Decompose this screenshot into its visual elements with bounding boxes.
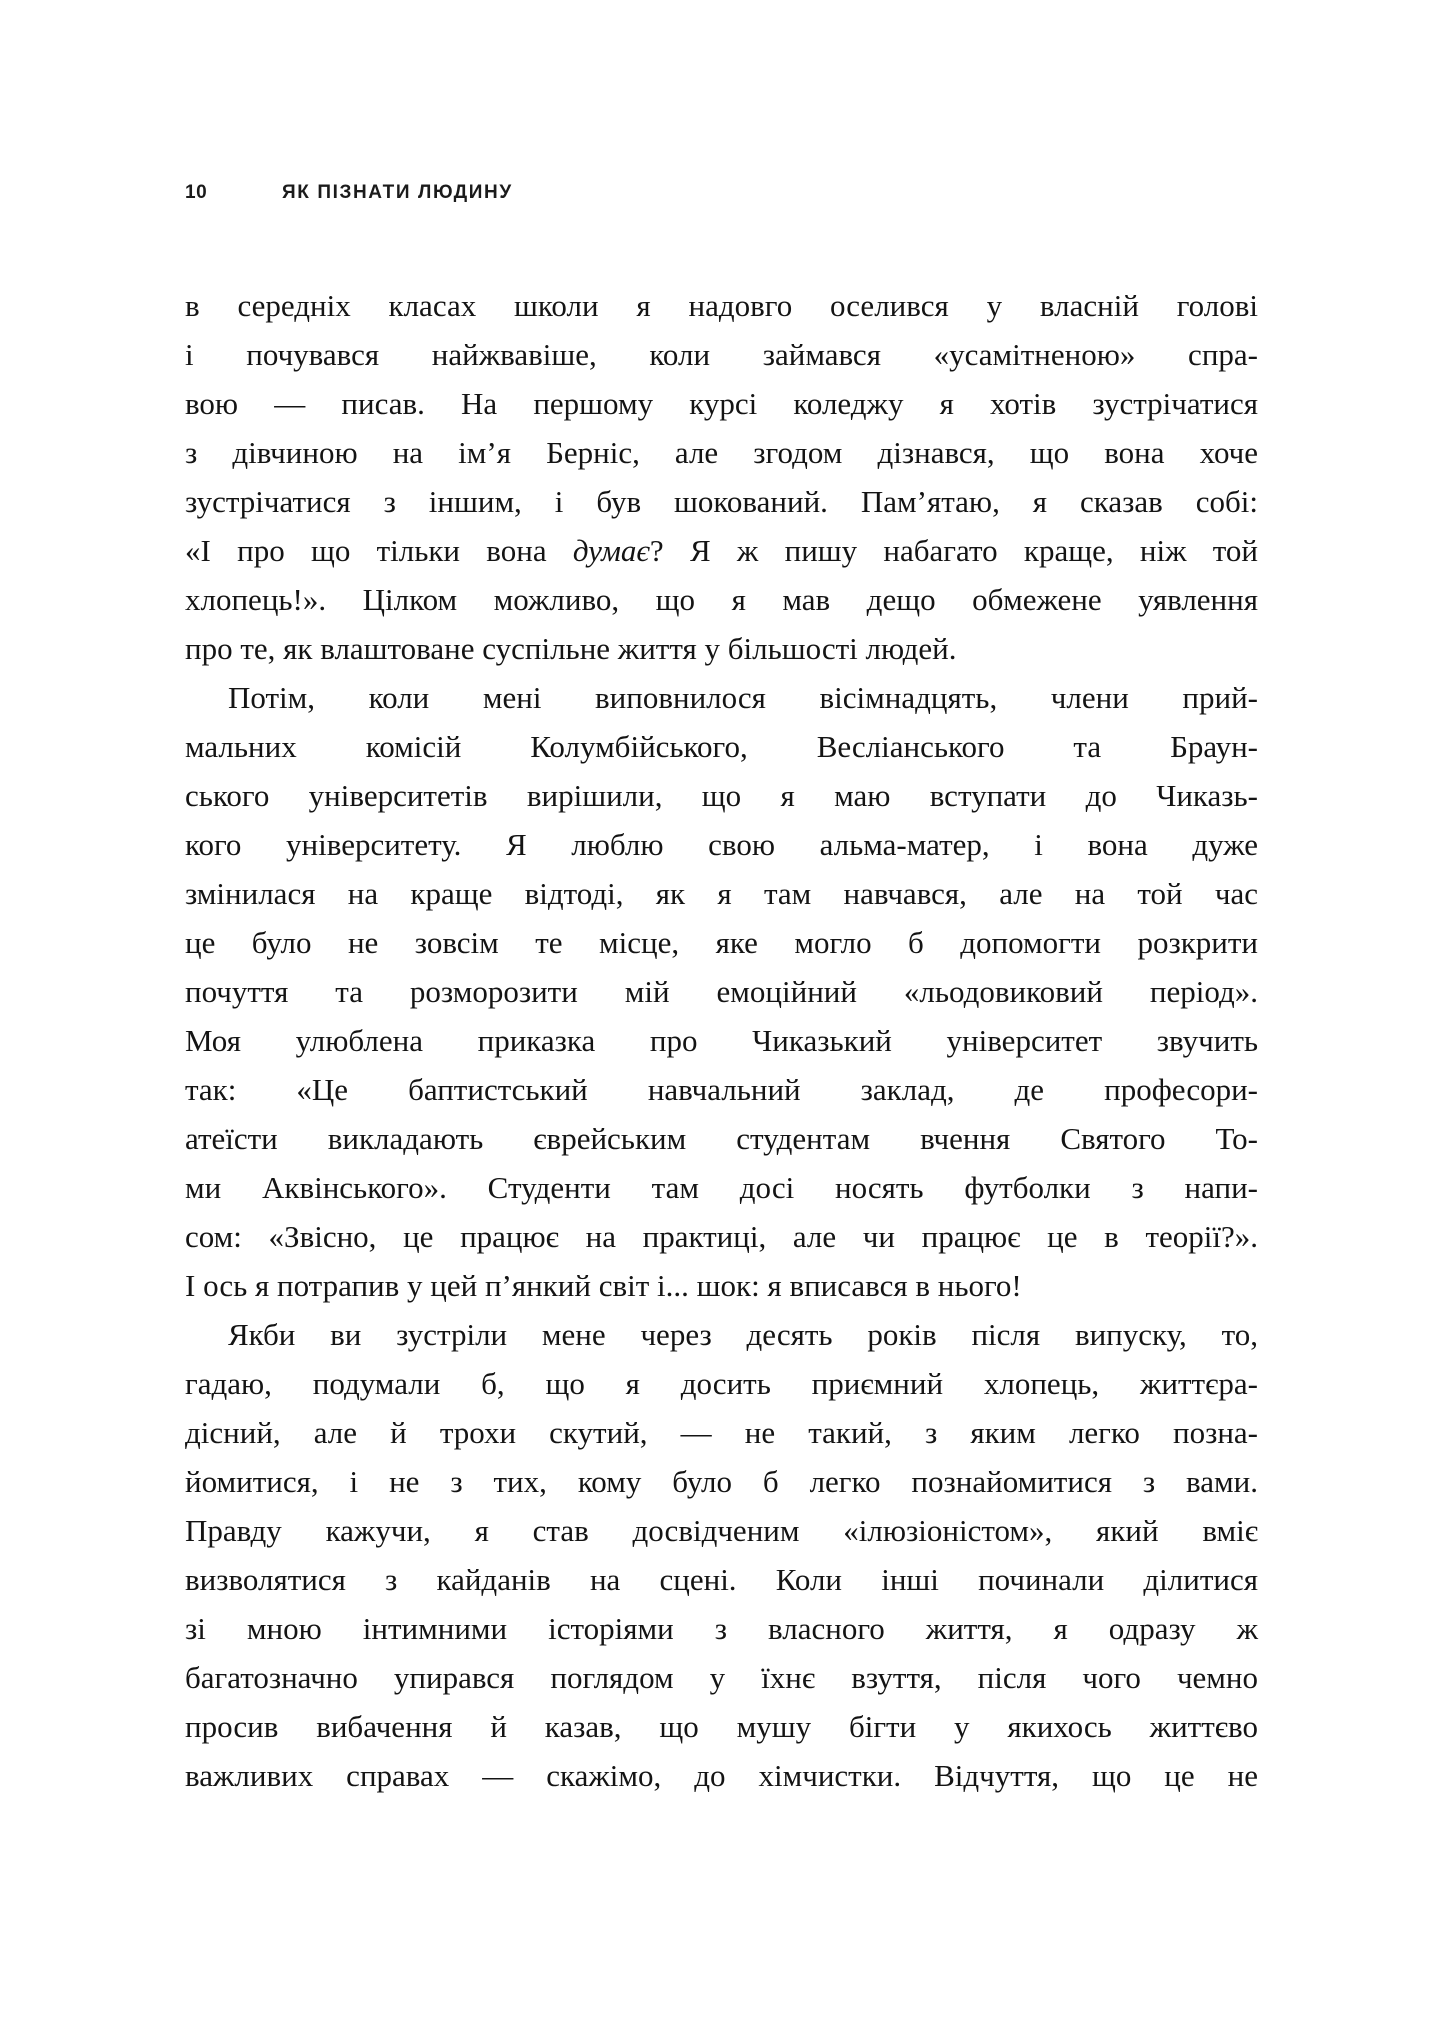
text-line: Потім, коли мені виповнилося вісімнадцять, члени прий- [228,680,1258,715]
text-line: це було не зовсім те місце, яке могло б допомогти розкрити [185,925,1258,960]
text-line: в середніх класах школи я надовго оселився у власній голові [185,288,1258,323]
text-line: ського університетів вирішили, що я маю вступати до Чиказь- [185,778,1258,813]
text-line: ми Аквінського». Студенти там досі носять футболки з напи- [185,1170,1258,1205]
text-line: важливих справах — скажімо, до хімчистки. Відчуття, що це не [185,1758,1258,1793]
text-line: І ось я потрапив у цей п’янкий світ і... шок: я вписався в нього! [185,1268,1022,1303]
text-line: визволятися з кайданів на сцені. Коли інші починали ділитися [185,1562,1258,1597]
text-line: вою — писав. На першому курсі коледжу я хотів зустрічатися [185,386,1258,421]
text-line: Правду кажучи, я став досвідченим «ілюзіоністом», який вміє [185,1513,1258,1548]
text-line: дісний, але й трохи скутий, — не такий, з яким легко позна- [185,1415,1258,1450]
paragraph [185,281,1258,673]
text-line: просив вибачення й казав, що мушу бігти у якихось життєво [185,1709,1258,1744]
text-line: гадаю, подумали б, що я досить приємний хлопець, життєра- [185,1366,1258,1401]
italic-text: думає [572,533,650,568]
text-line: почуття та розморозити мій емоційний «льодовиковий період». [185,974,1258,1009]
text-segment: ? Я ж пишу набагато краще, ніж той [649,533,1258,568]
text-line: про те, як влаштоване суспільне життя у більшості людей. [185,631,957,666]
text-line: йомитися, і не з тих, кому було б легко познайомитися з вами. [185,1464,1258,1499]
text-line: змінилася на краще відтоді, як я там навчався, але на той час [185,876,1258,911]
text-line: хлопець!». Цілком можливо, що я мав дещо обмежене уявлення [185,582,1258,617]
text-line: мальних комісій Колумбійського, Весліанського та Браун- [185,729,1258,764]
text-line: зустрічатися з іншим, і був шокований. Пам’ятаю, я сказав собі: [185,484,1258,519]
page-header [185,182,1258,204]
text-line: зі мною інтимними історіями з власного життя, я одразу ж [185,1611,1258,1646]
text-line: і почувався найжвавіше, коли займався «усамітненою» спра- [185,337,1258,372]
text-line: Моя улюблена приказка про Чиказький університет звучить [185,1023,1258,1058]
text-line: так: «Це баптистський навчальний заклад, де професори- [185,1072,1258,1107]
page-number: 10 [185,182,208,203]
text-line: сом: «Звісно, це працює на практиці, але чи працює це в теорії?». [185,1219,1258,1254]
running-title: ЯК ПІЗНАТИ ЛЮДИНУ [282,182,513,203]
text-line: Якби ви зустріли мене через десять років після випуску, то, [228,1317,1258,1352]
text-line: з дівчиною на ім’я Берніс, але згодом дізнався, що вона хоче [185,435,1258,470]
text-segment: «І про що тільки вона [185,533,573,568]
text-line: кого університету. Я люблю свою альма-матер, і вона дуже [185,827,1258,862]
body-text [185,281,1258,1800]
text-line [185,526,1258,575]
text-line: атеїсти викладають єврейським студентам вчення Святого То- [185,1121,1258,1156]
text-line: багатозначно упирався поглядом у їхнє взуття, після чого чемно [185,1660,1258,1695]
paragraph [185,1310,1258,1800]
paragraph [185,673,1258,1310]
